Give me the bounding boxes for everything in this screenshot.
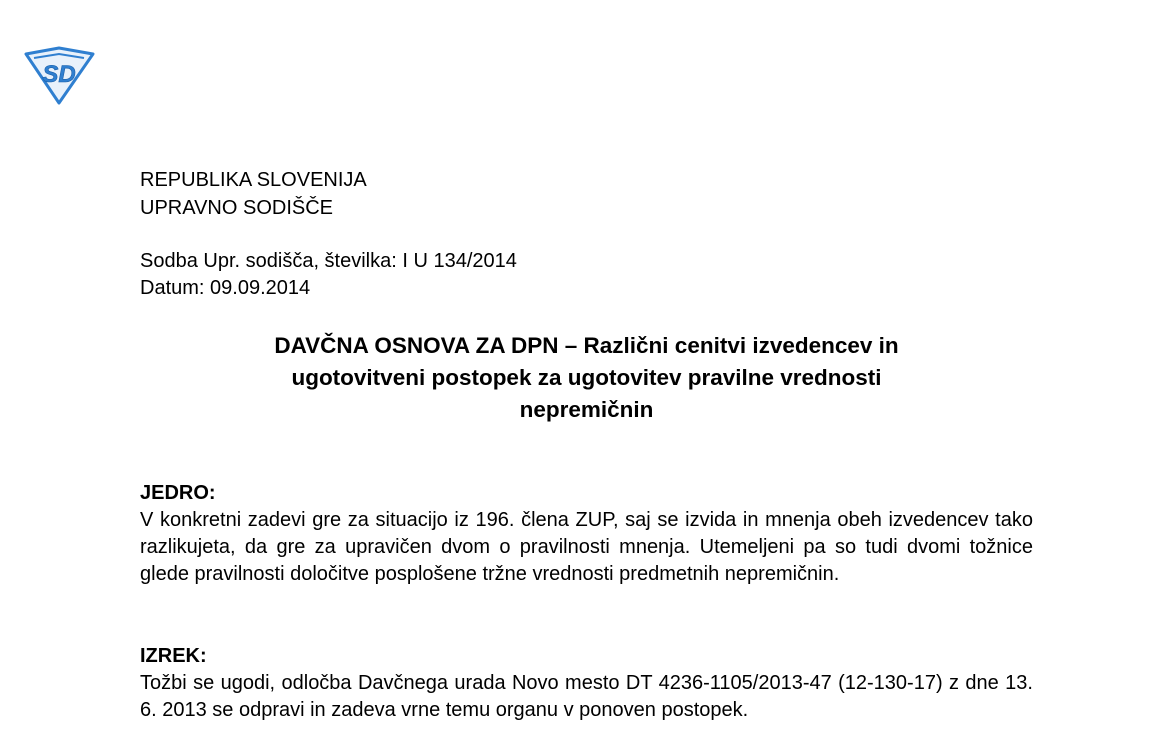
court-header: [140, 166, 367, 222]
izrek-section: [140, 643, 1033, 724]
sd-logo-icon: [22, 46, 96, 106]
izrek-text: Tožbi se ugodi, odločba Davčnega urada Novo mesto DT 4236-1105/2013-47 (12-130-17) z dne 13. 6. 2013 se odpravi in zadeva vrne temu organu v ponoven postopek.: [140, 672, 1033, 721]
izrek-heading: IZREK:: [140, 645, 207, 667]
document-title: [140, 330, 1033, 426]
title-line-3: nepremičnin: [519, 397, 654, 422]
jedro-heading: JEDRO:: [140, 482, 216, 504]
court-name: UPRAVNO SODIŠČE: [140, 197, 333, 219]
title-line-2: ugotovitveni postopek za ugotovitev pravilne vrednosti: [291, 365, 882, 390]
case-meta: [140, 248, 517, 302]
title-line-1: DAVČNA OSNOVA ZA DPN – Različni cenitvi izvedencev in: [274, 333, 899, 358]
country-name: REPUBLIKA SLOVENIJA: [140, 169, 367, 191]
jedro-text: V konkretni zadevi gre za situacijo iz 196. člena ZUP, saj se izvida in mnenja obeh izvedencev tako razlikujeta, da gre za upravičen dvom o pravilnosti mnenja. Utemeljeni pa so tudi dvomi tožnice glede pravilnosti določitve posplošene tržne vrednosti predmetnih nepremičnin.: [140, 509, 1033, 585]
svg-text:SD: SD: [42, 61, 76, 88]
case-number: Sodba Upr. sodišča, številka: I U 134/2014: [140, 250, 517, 272]
judgment-date: Datum: 09.09.2014: [140, 277, 311, 299]
jedro-section: [140, 480, 1033, 588]
